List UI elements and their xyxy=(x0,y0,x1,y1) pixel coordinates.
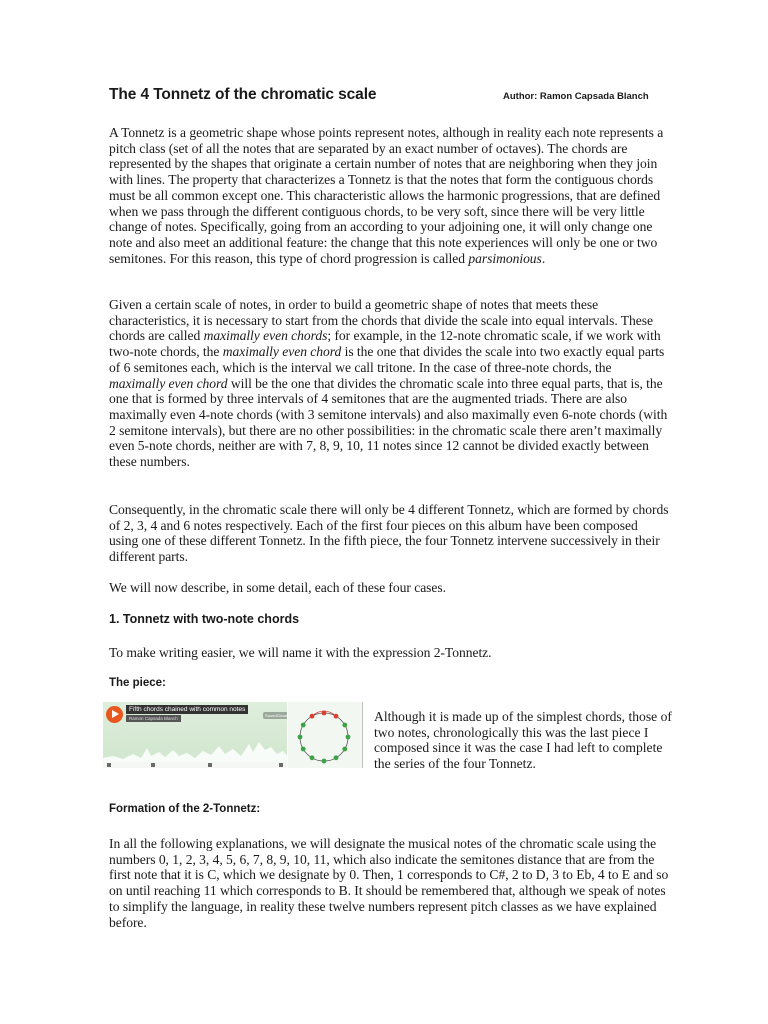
emphasis-text: maximally even chords xyxy=(203,328,328,344)
video-timeline[interactable] xyxy=(103,762,287,768)
paragraph-text: ; for example, in the 12-note chromatic scale, if we work with two-note chords, the xyxy=(109,328,661,360)
video-author: Ramon Capsada Blanch xyxy=(126,715,181,722)
note-point xyxy=(342,747,347,752)
note-point xyxy=(322,759,327,764)
note-point xyxy=(334,755,339,760)
note-point xyxy=(342,723,347,728)
paragraph-text: A Tonnetz is a geometric shape whose points represent notes, although in reality each note represents a pitch class (set of all the notes that are separated by an exact number of octaves). The chords are represented by the shapes that originate a certain number of notes that are neighboring when they join with lines. The property that characterizes a Tonnetz is that the notes that form the contiguous chords must be all common except one. This characteristic allows the harmonic progressions, that are defined when we pass through the different contiguous chords, to be very soft, since there will be very little change of notes. Specifically, going from an according to your adjoining one, it will only change one note and also meet an additional feature: the change that this note experiences will only be one or two semitones. For this reason, this type of chord progression is called xyxy=(109,125,664,266)
circle-ring xyxy=(300,713,348,761)
heading-formation: Formation of the 2-Tonnetz: xyxy=(109,803,261,815)
paragraph-text: is the one that divides the scale into two exactly equal parts of 6 semitones each, which is the interval we call tritone. In the case of three-note chords, the xyxy=(109,344,665,375)
timeline-marker xyxy=(279,763,283,767)
paragraph-numbering: In all the following explanations, we will designate the musical notes of the chromatic scale using the numbers 0, 1, 2, 3, 4, 5, 6, 7, 8, 9, 10, 11, which also indicate the semitones distance that are from the first note that it is C, which we designate by 0. Then, 1 corresponds to C#, 2 to D, 3 to Eb, 4 to E and so on until reaching 11 which corresponds to B. It should be remembered that, although we speak of notes to simplify the language, in reality these twelve numbers represent pitch classes as we have explained before. xyxy=(109,836,669,930)
note-point xyxy=(301,747,306,752)
note-point xyxy=(298,735,303,740)
paragraph-maximally-even xyxy=(109,297,669,470)
note-circle-icon xyxy=(288,702,362,768)
note-point xyxy=(310,755,315,760)
note-point xyxy=(346,735,351,740)
author-line: Author: Ramon Capsada Blanch xyxy=(503,91,649,102)
paragraph-text: . xyxy=(541,250,546,266)
timeline-marker xyxy=(107,763,111,767)
emphasis-text: maximally even chord xyxy=(109,375,228,391)
paragraph-naming: To make writing easier, we will name it with the expression 2-Tonnetz. xyxy=(109,645,492,660)
paragraph-piece-description: Although it is made up of the simplest chords, those of two notes, chronologically this was the last piece I composed since it was the case I had left to complete the series of the four Tonnetz. xyxy=(374,709,672,772)
paragraph-consequently: Consequently, in the chromatic scale there will only be 4 different Tonnetz, which are formed by chords of 2, 3, 4 and 6 notes respectively. Each of the first four pieces on this album have been composed using one of these different Tonnetz. In the fifth piece, the four Tonnetz intervene successively in their different parts. xyxy=(109,502,669,565)
play-icon[interactable] xyxy=(106,706,123,723)
paragraph-describe: We will now describe, in some detail, each of these four cases. xyxy=(109,580,446,595)
paragraph-text: will be the one that divides the chromatic scale into three equal parts, that is, the one that is formed by three intervals of 4 semitones that are the augmented triads. There are also maximally even 4-note chords (with 3 semitone intervals) and also maximally even 6-note chords (with 2 semitone intervals), but there are no other possibilities: in the chromatic scale there aren’t maximally even 5-note chords, neither are with 7, 8, 9, 10, 11 notes since 12 cannot be divided exactly between these numbers. xyxy=(109,375,668,470)
tonnetz-circle-diagram xyxy=(288,702,362,768)
video-title: Fifth chords chained with common notes xyxy=(126,705,248,714)
emphasis-text: maximally even chord xyxy=(222,344,342,360)
divider xyxy=(362,702,363,768)
section-heading-1: 1. Tonnetz with two-note chords xyxy=(109,612,300,626)
soundcloud-badge: SoundCloud xyxy=(263,712,287,719)
paragraph-text: Given a certain scale of notes, in order to build a geometric shape of notes that meets these characteristics, it is necessary to start from the chords that divide the scale into equal intervals. These chords are called xyxy=(109,297,654,344)
paragraph-intro xyxy=(109,125,669,266)
waveform-icon xyxy=(103,734,287,762)
video-thumbnail[interactable] xyxy=(103,702,287,768)
heading-the-piece: The piece: xyxy=(109,677,166,689)
note-point xyxy=(301,723,306,728)
title-row xyxy=(109,86,669,110)
timeline-marker xyxy=(208,763,212,767)
page-title: The 4 Tonnetz of the chromatic scale xyxy=(109,86,377,103)
emphasis-text: parsimonious xyxy=(468,250,542,266)
timeline-marker xyxy=(151,763,155,767)
